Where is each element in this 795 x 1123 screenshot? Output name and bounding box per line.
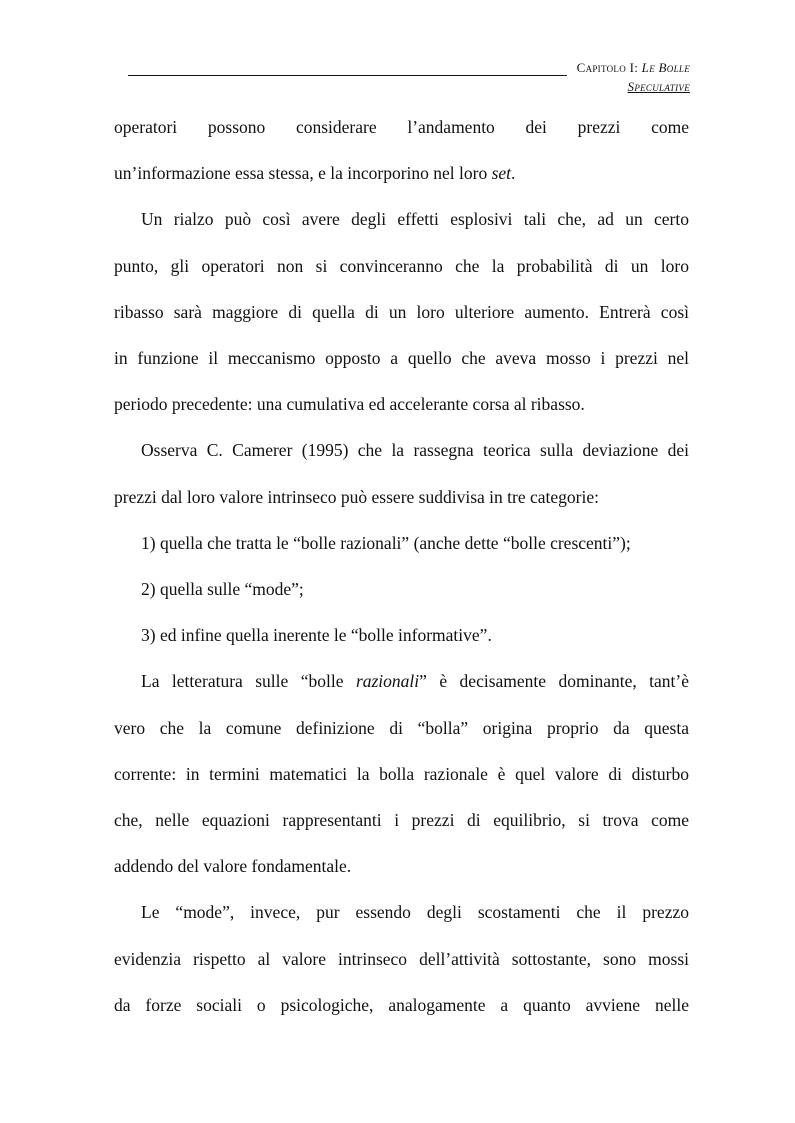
- body-line: operatori possono considerare l’andamento dei prezzi come: [114, 117, 689, 137]
- italic-term: set: [491, 163, 512, 184]
- body-line: da forze sociali o psicologiche, analogamente a quanto avviene nelle: [114, 994, 689, 1015]
- body-text: .: [511, 163, 516, 184]
- body-line: evidenzia rispetto al valore intrinseco dell’attività sottostante, sono mossi: [114, 948, 689, 969]
- body-line: Le “mode”, invece, pur essendo degli scostamenti che il prezzo: [141, 902, 689, 923]
- body-line: che, nelle equazioni rappresentanti i prezzi di equilibrio, si trova come: [114, 810, 689, 831]
- body-line: ribasso sarà maggiore di quella di un loro ulteriore aumento. Entrerà così: [114, 301, 689, 322]
- body-text: un’informazione essa stessa, e la incorporino nel loro: [114, 163, 492, 184]
- header-line-1: [577, 58, 690, 77]
- body-line: [114, 150, 689, 196]
- body-line: addendo del valore fondamentale.: [114, 856, 352, 877]
- body-line: [114, 658, 689, 704]
- body-line: corrente: in termini matematici la bolla razionale è quel valore di disturbo: [114, 763, 689, 784]
- page-body: [114, 104, 689, 1028]
- list-item: 2) quella sulle “mode”;: [141, 579, 304, 600]
- list-item: 1) quella che tratta le “bolle razionali” (anche dette “bolle crescenti”);: [141, 532, 631, 553]
- body-line: Osserva C. Camerer (1995) che la rassegna teorica sulla deviazione dei: [141, 440, 689, 461]
- chapter-title-part2: Speculative: [627, 79, 690, 94]
- body-line: in funzione il meccanismo opposto a quello che aveva mosso i prezzi nel: [114, 348, 689, 369]
- body-line: periodo precedente: una cumulativa ed accelerante corsa al ribasso.: [114, 394, 585, 415]
- running-header: [577, 58, 690, 96]
- body-line: prezzi dal loro valore intrinseco può essere suddivisa in tre categorie:: [114, 486, 599, 507]
- list-item: 3) ed infine quella inerente le “bolle informative”.: [141, 625, 492, 646]
- header-rule: [128, 75, 567, 76]
- body-line: punto, gli operatori non si convinceranno che la probabilità di un loro: [114, 255, 689, 276]
- italic-term: razionali: [355, 671, 420, 692]
- chapter-label: Capitolo I:: [576, 60, 639, 75]
- body-line: vero che la comune definizione di “bolla” origina proprio da questa: [114, 717, 689, 738]
- body-line: Un rialzo può così avere degli effetti esplosivi tali che, ad un certo: [141, 209, 689, 230]
- chapter-title-part1: Le Bolle: [641, 60, 690, 75]
- body-text: La letteratura sulle “bolle: [141, 671, 356, 692]
- body-text: ” è decisamente dominante, tant’è: [419, 671, 689, 692]
